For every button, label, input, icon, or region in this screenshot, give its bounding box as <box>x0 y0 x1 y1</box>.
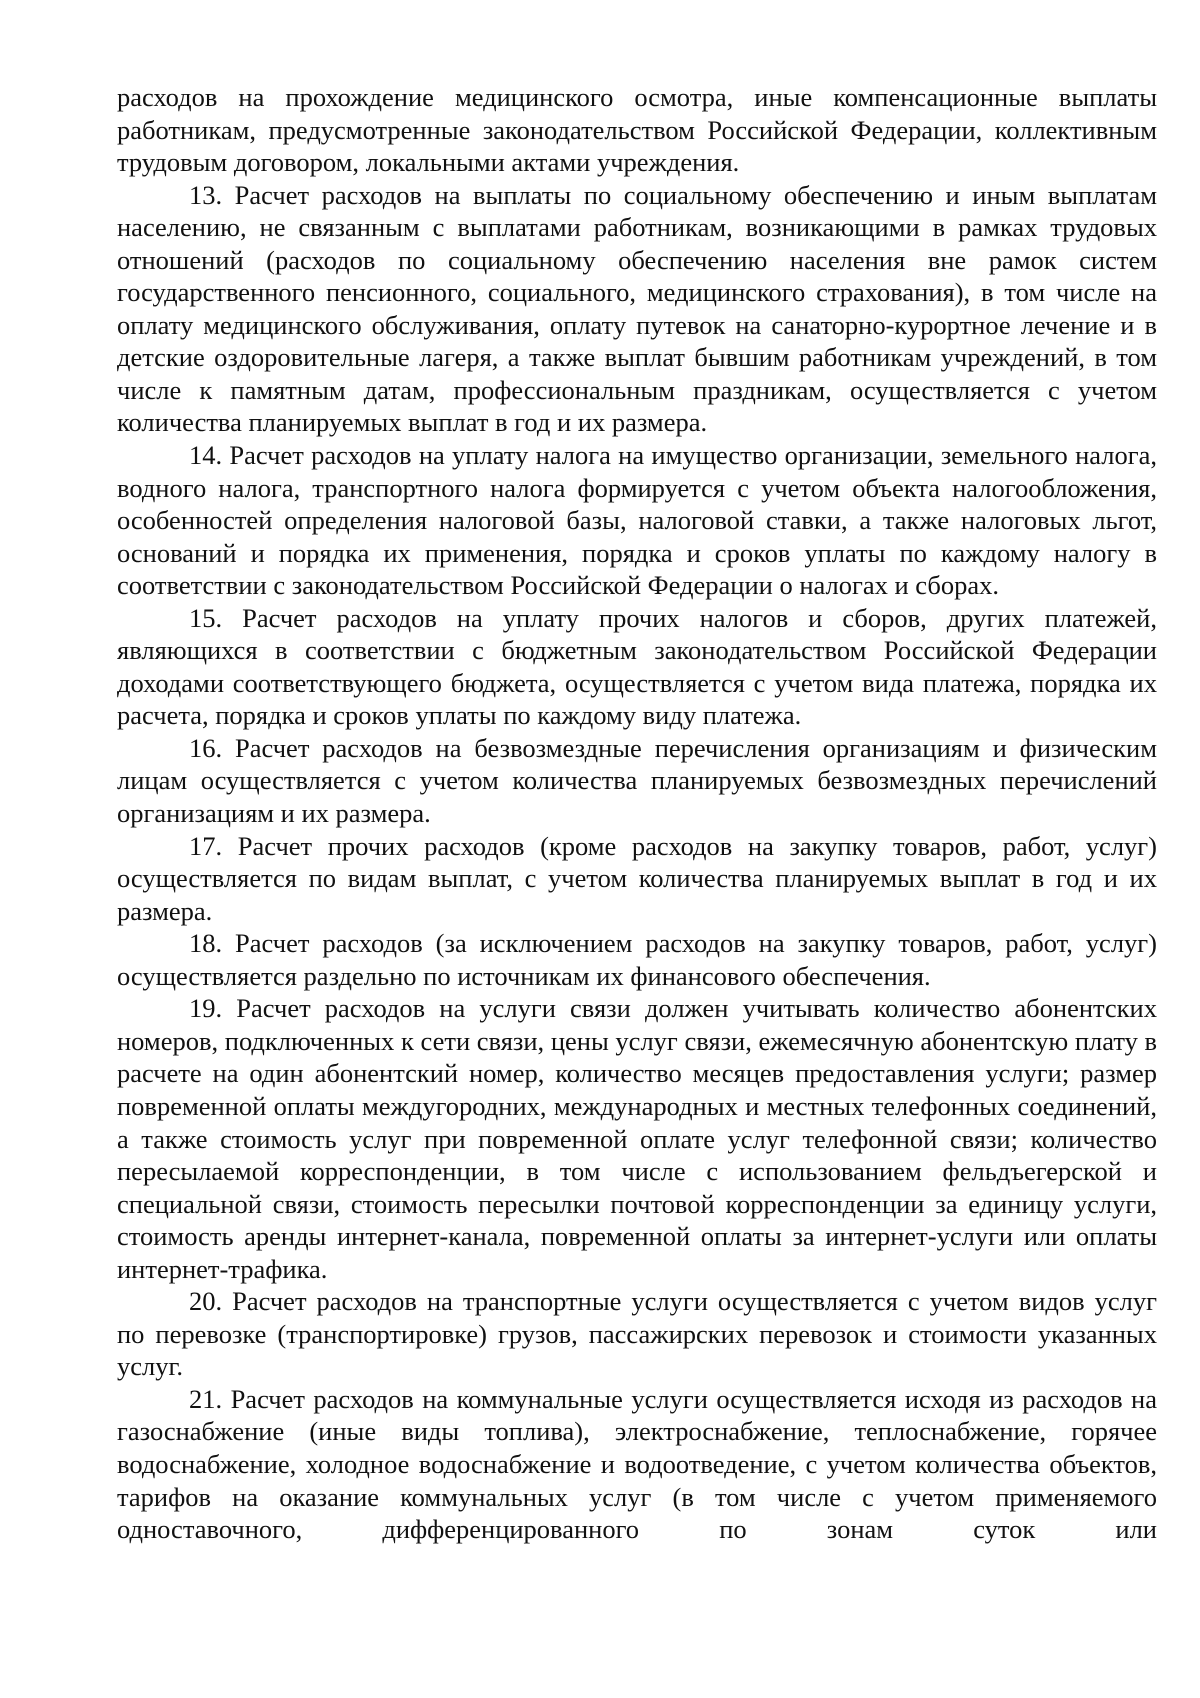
paragraph-continuation: расходов на прохождение медицинского осмотра, иные компенсационные выплаты работникам, предусмотренные законодательством Российской Федерации, коллективным трудовым договором, локальными актами учреждения. <box>117 82 1157 178</box>
paragraph-16: 16. Расчет расходов на безвозмездные перечисления организациям и физическим лицам осуществляется с учетом количества планируемых безвозмездных перечислений организациям и их размера. <box>117 732 1157 829</box>
document-page <box>117 81 1157 1546</box>
paragraph-17: 17. Расчет прочих расходов (кроме расходов на закупку товаров, работ, услуг) осуществляется по видам выплат, с учетом количества планируемых выплат в год и их размера. <box>117 830 1157 926</box>
paragraph-15: 15. Расчет расходов на уплату прочих налогов и сборов, других платежей, являющихся в соответствии с бюджетным законодательством Российской Федерации доходами соответствующего бюджета, осуществляется с учетом вида платежа, порядка их расчета, порядка и сроков уплаты по каждому виду платежа. <box>117 602 1157 731</box>
paragraph-18: 18. Расчет расходов (за исключением расходов на закупку товаров, работ, услуг) осуществляется раздельно по источникам их финансового обеспечения. <box>117 928 1157 991</box>
paragraph-20: 20. Расчет расходов на транспортные услуги осуществляется с учетом видов услуг по перевозке (транспортировке) грузов, пассажирских перевозок и стоимости указанных услуг. <box>117 1286 1157 1382</box>
paragraph-21: 21. Расчет расходов на коммунальные услуги осуществляется исходя из расходов на газоснабжение (иные виды топлива), электроснабжение, теплоснабжение, горячее водоснабжение, холодное водоснабжение и водоотведение, с учетом количества объектов, тарифов на оказание коммунальных услуг (в том числе с учетом применяемого одноставочного, дифференцированного по зонам суток или <box>117 1383 1157 1545</box>
paragraph-13: 13. Расчет расходов на выплаты по социальному обеспечению и иным выплатам населению, не связанным с выплатами работникам, возникающими в рамках трудовых отношений (расходов по социальному обеспечению населения вне рамок систем государственного пенсионного, социального, медицинского страхования), в том числе на оплату медицинского обслуживания, оплату путевок на санаторно-курортное лечение и в детские оздоровительные лагеря, а также выплат бывшим работникам учреждений, в том числе к памятным датам, профессиональным праздникам, осуществляется с учетом количества планируемых выплат в год и их размера. <box>117 179 1157 438</box>
paragraph-14: 14. Расчет расходов на уплату налога на имущество организации, земельного налога, водного налога, транспортного налога формируется с учетом объекта налогообложения, особенностей определения налоговой базы, налоговой ставки, а также налоговых льгот, оснований и порядка их применения, порядка и сроков уплаты по каждому налогу в соответствии с законодательством Российской Федерации о налогах и сборах. <box>117 440 1157 601</box>
paragraph-19: 19. Расчет расходов на услуги связи должен учитывать количество абонентских номеров, подключенных к сети связи, цены услуг связи, ежемесячную абонентскую плату в расчете на один абонентский номер, количество месяцев предоставления услуги; размер повременной оплаты междугородних, международных и местных телефонных соединений, а также стоимость услуг при повременной оплате услуг телефонной связи; количество пересылаемой корреспонденции, в том числе с использованием фельдъегерской и специальной связи, стоимость пересылки почтовой корреспонденции за единицу услуги, стоимость аренды интернет-канала, повременной оплаты за интернет-услуги или оплаты интернет-трафика. <box>117 993 1157 1284</box>
